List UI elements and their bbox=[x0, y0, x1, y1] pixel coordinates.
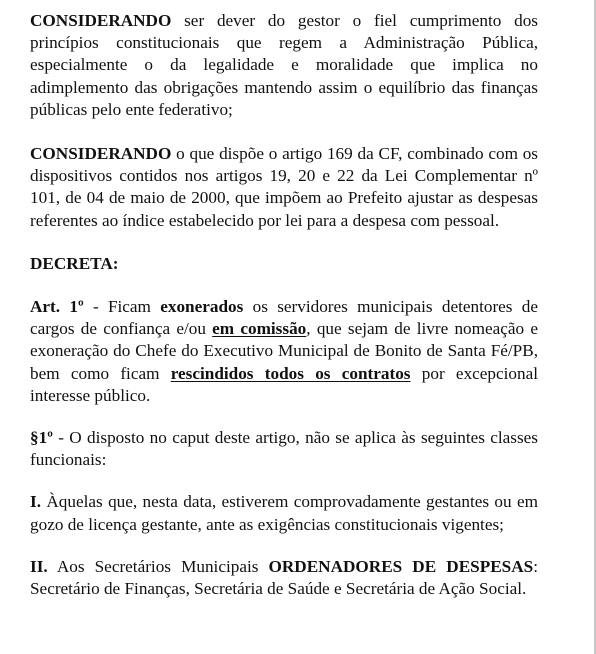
paragraph-1-text: - O disposto no caput deste artigo, não se aplica às seguintes classes funcionais: bbox=[30, 428, 538, 470]
considerando-text: ser dever do gestor o fiel cumprimento dos princípios constitucionais que regem a Administração Pública, especialmente o da legalidade e moralidade que implica no adimplemento das obrigações mantendo assim o equilíbrio das finanças públicas pelo ente federativo; bbox=[30, 11, 538, 119]
article-1-text-d: por excepcional interesse público. bbox=[30, 363, 539, 405]
item-i-lead: I. bbox=[30, 492, 41, 512]
decreta-label: DECRETA: bbox=[30, 253, 119, 273]
paragraph-1-lead: §1º bbox=[30, 428, 53, 448]
article-1-text-b: os servidores municipais detentores de cargos de confiança e/ou bbox=[30, 297, 539, 339]
item-ii-text-a: Aos Secretários Municipais bbox=[47, 556, 269, 576]
considerando-lead: CONSIDERANDO bbox=[30, 11, 172, 30]
item-ii bbox=[30, 556, 538, 600]
article-1-text-c: , que sejam de livre nomeação e exoneração do Chefe do Executivo Municipal de Bonito de Santa Fé/PB, bem como ficam bbox=[30, 319, 539, 383]
rescindidos-emphasis: rescindidos todos os contratos bbox=[170, 363, 411, 383]
document-body bbox=[30, 10, 538, 600]
considerando-paragraph-2 bbox=[30, 143, 538, 232]
ordenadores-emphasis: ORDENADORES DE DESPESAS bbox=[268, 556, 534, 576]
article-1-lead: Art. 1º bbox=[30, 297, 84, 317]
article-1-text-a: - Ficam bbox=[83, 297, 161, 317]
exonerados-emphasis: exonerados bbox=[160, 297, 244, 317]
item-i-text: Àquelas que, nesta data, estiverem comprovadamente gestantes ou em gozo de licença gestante, ante as exigências constitucionais vigentes; bbox=[30, 492, 538, 534]
paragraph-1-clause bbox=[30, 427, 538, 471]
em-comissao-emphasis: em comissão bbox=[212, 319, 307, 339]
decreta-heading bbox=[30, 253, 538, 275]
article-1-paragraph bbox=[30, 296, 538, 407]
item-ii-text-b: : Secretário de Finanças, Secretária de Saúde e Secretária de Ação Social. bbox=[30, 556, 538, 599]
considerando-text: o que dispõe o artigo 169 da CF, combinado com os dispositivos contidos nos artigos 19, 20 e 22 da Lei Complementar nº 101, de 04 de maio de 2000, que impõem ao Prefeito ajustar as despesas referentes ao índice estabelecido por lei para a despesa com pessoal. bbox=[30, 144, 538, 230]
item-i bbox=[30, 491, 538, 535]
considerando-paragraph-1 bbox=[30, 10, 538, 121]
considerando-lead: CONSIDERANDO bbox=[30, 144, 172, 164]
item-ii-lead: II. bbox=[30, 556, 48, 576]
